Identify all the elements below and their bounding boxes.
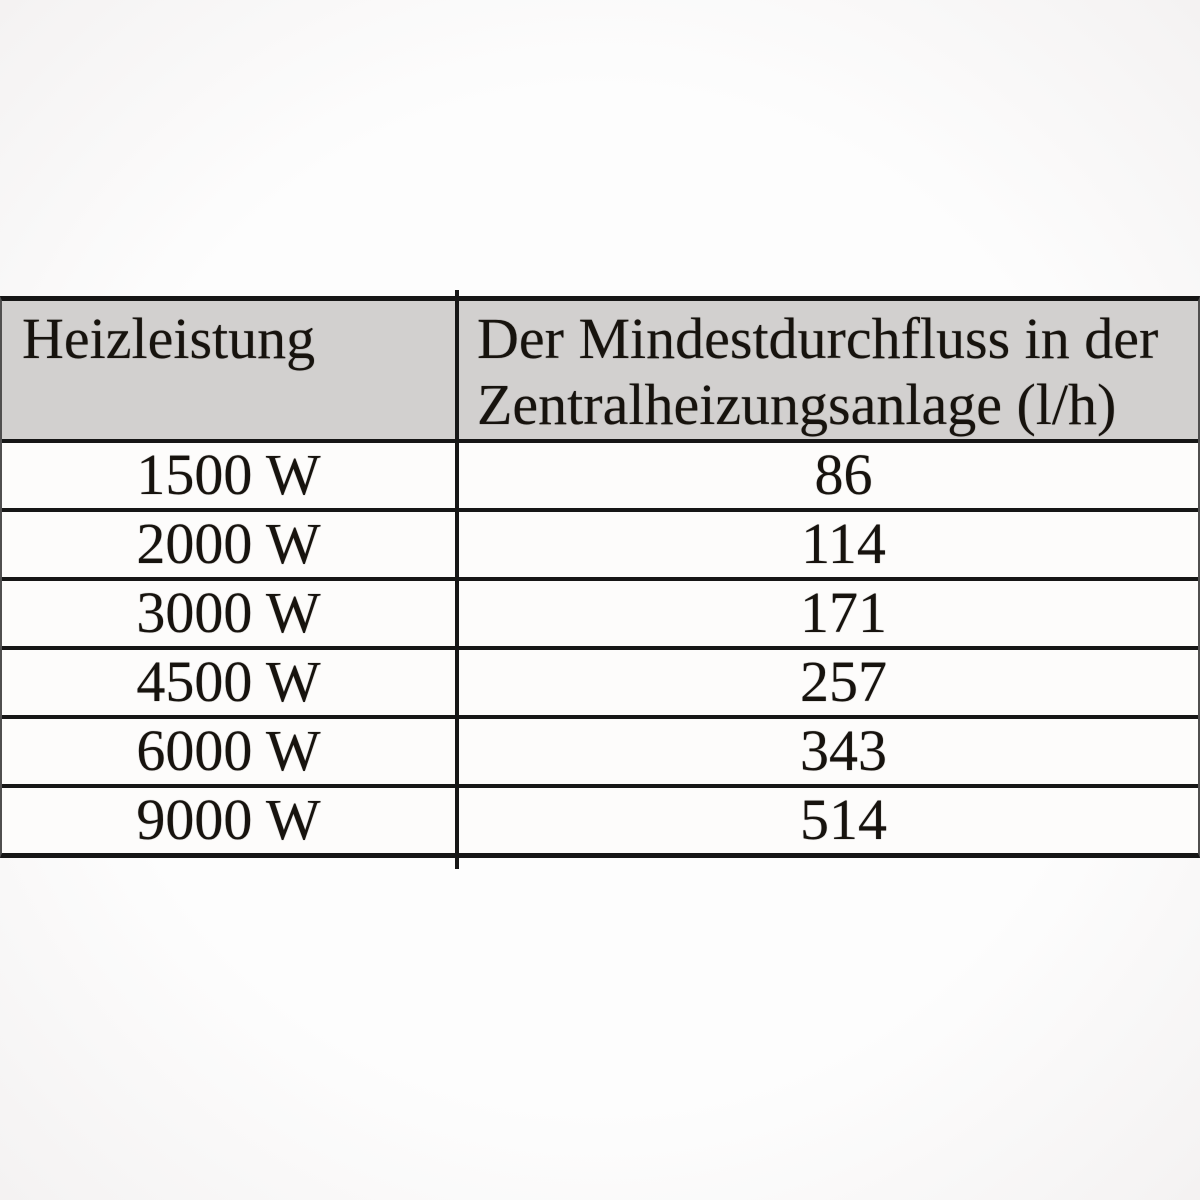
- header-cell-heizleistung: Heizleistung: [22, 306, 316, 371]
- power-cell: 3000 W: [136, 580, 321, 645]
- table-row: [2, 443, 1198, 512]
- power-cell: 4500 W: [136, 649, 321, 714]
- table-row: [2, 788, 1198, 853]
- header-cell-mindestdurchfluss: Der Mindestdurchfluss in der Zentralheizungsanlage (l/h): [477, 306, 1159, 437]
- table-row: [2, 719, 1198, 788]
- table-row: [2, 650, 1198, 719]
- flow-cell: 114: [801, 511, 886, 576]
- power-cell: 1500 W: [136, 442, 321, 507]
- table-header-row: [2, 301, 1198, 443]
- flow-cell: 86: [814, 442, 873, 507]
- power-cell: 6000 W: [136, 718, 321, 783]
- flow-cell: 343: [800, 718, 887, 783]
- flow-cell: 514: [800, 787, 887, 852]
- power-cell: 2000 W: [136, 511, 321, 576]
- heating-flow-table: [0, 296, 1200, 858]
- power-cell: 9000 W: [136, 787, 321, 852]
- table-row: [2, 581, 1198, 650]
- flow-cell: 257: [800, 649, 887, 714]
- column-divider-line: [455, 290, 459, 869]
- table-row: [2, 512, 1198, 581]
- flow-cell: 171: [800, 580, 887, 645]
